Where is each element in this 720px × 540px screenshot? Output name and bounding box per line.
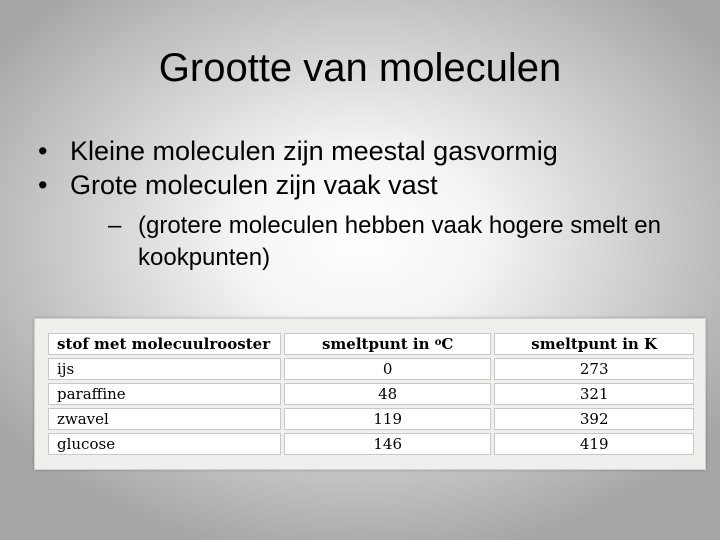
bullet-dot-icon: • [38, 170, 48, 200]
degree-sup: o [434, 337, 442, 348]
header-celsius-prefix: smeltpunt in [321, 335, 435, 353]
melting-point-table-panel [34, 318, 706, 470]
cell-celsius: 146 [284, 433, 491, 455]
table-header-row [48, 333, 694, 355]
table-row [48, 383, 694, 405]
cell-substance: glucose [48, 433, 281, 455]
header-celsius-unit: C [441, 335, 454, 353]
cell-substance: paraffine [48, 383, 281, 405]
cell-kelvin: 273 [494, 358, 694, 380]
bullet-item [38, 134, 698, 168]
table-row [48, 408, 694, 430]
cell-substance: ijs [48, 358, 281, 380]
cell-celsius: 0 [284, 358, 491, 380]
bullet-text: Kleine moleculen zijn meestal gasvormig [70, 136, 558, 166]
table-row [48, 358, 694, 380]
slide-title: Grootte van moleculen [158, 46, 562, 90]
table-row [48, 433, 694, 455]
cell-kelvin: 392 [494, 408, 694, 430]
melting-point-table [45, 330, 697, 458]
bullet-list [38, 134, 698, 274]
cell-kelvin: 321 [494, 383, 694, 405]
cell-kelvin: 419 [494, 433, 694, 455]
header-substance: stof met molecuulrooster [48, 333, 281, 355]
bullet-item [38, 168, 698, 202]
bullet-text: Grote moleculen zijn vaak vast [70, 170, 438, 200]
cell-celsius: 119 [284, 408, 491, 430]
cell-substance: zwavel [48, 408, 281, 430]
sub-bullet-text: (grotere moleculen hebben vaak hogere smelt en kookpunten) [138, 212, 661, 271]
sub-bullet-item [108, 210, 698, 274]
bullet-dot-icon: • [38, 136, 48, 166]
header-melting-point-kelvin: smeltpunt in K [494, 333, 694, 355]
header-melting-point-celsius [284, 333, 491, 355]
dash-icon: – [108, 212, 122, 239]
cell-celsius: 48 [284, 383, 491, 405]
